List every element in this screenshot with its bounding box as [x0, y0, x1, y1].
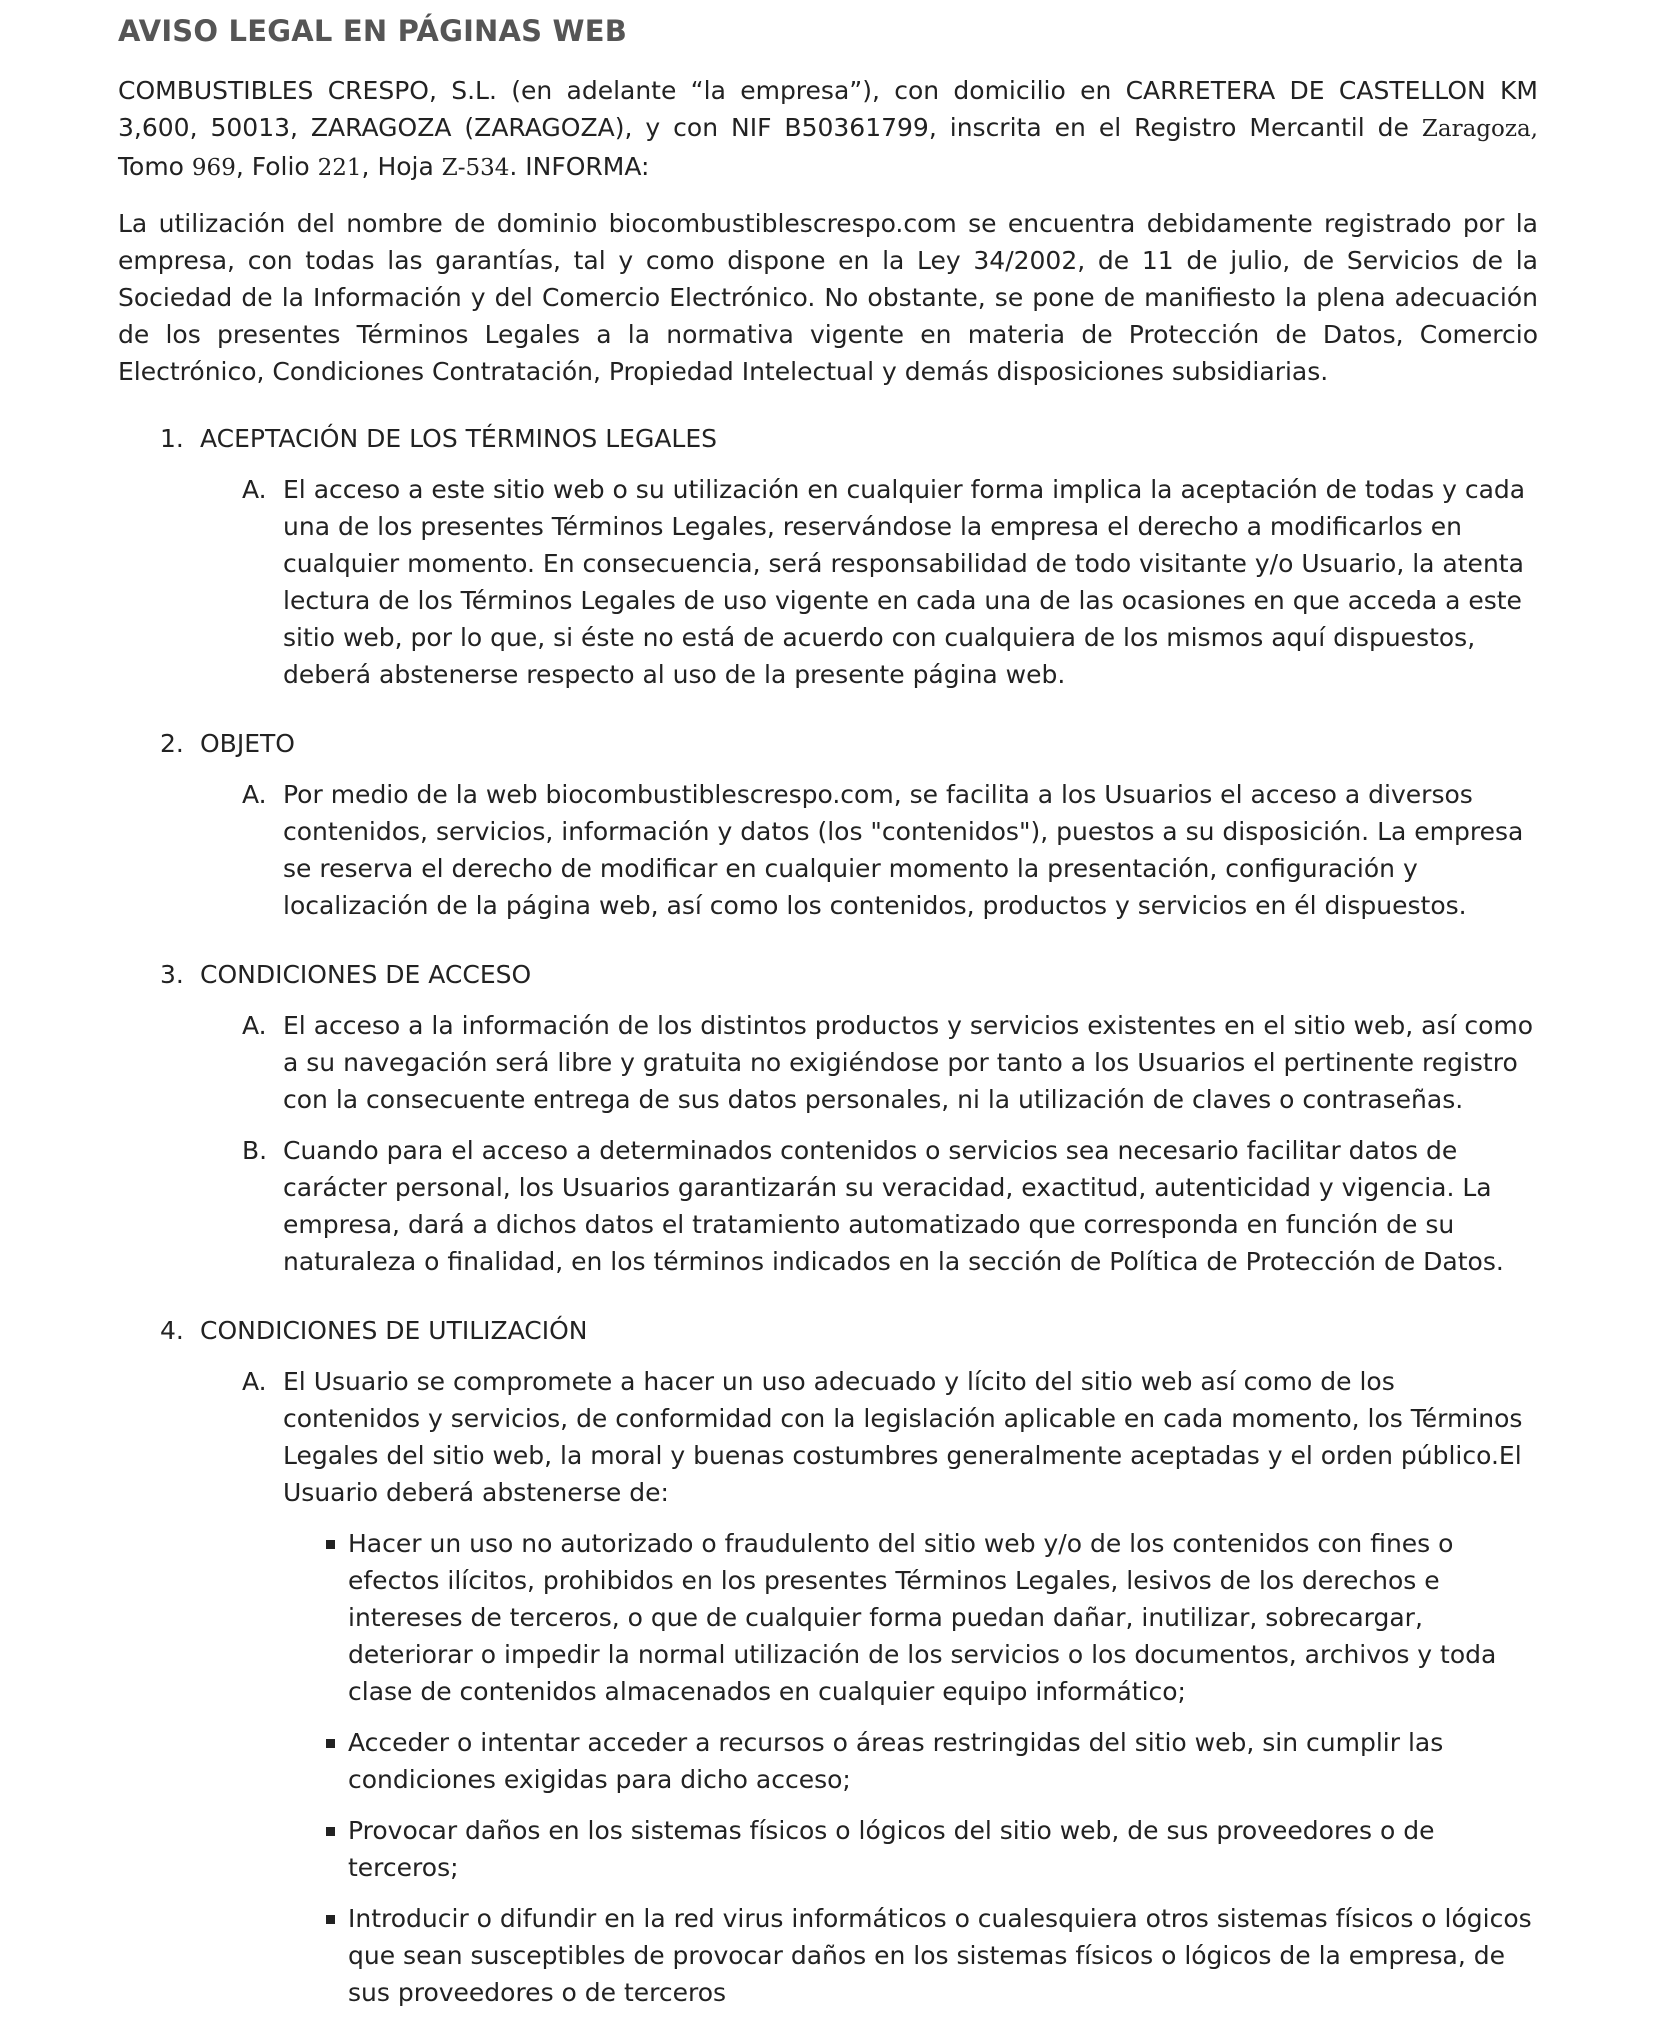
domain-intro-paragraph: La utilización del nombre de dominio biocombustiblescrespo.com se encuentra debidamente registrado por la empresa, con todas las garantías, tal y como dispone en la Ley 34/2002, de 11 de julio, de Servicios de la Sociedad de la Información y del Comercio Electrónico. No obstante, se pone de manifiesto la plena adecuación de los presentes Términos Legales a la normativa vigente en materia de Protección de Datos, Comercio Electrónico, Condiciones Contratación, Propiedad Intelectual y demás disposiciones subsidiarias. — [118, 209, 1538, 386]
registry-city: Zaragoza, — [1421, 116, 1538, 142]
section-number: 4. — [160, 1316, 184, 1345]
section-number: 1. — [160, 424, 184, 453]
section-objeto — [118, 725, 1538, 924]
clause-letter: B. — [242, 1136, 268, 1165]
section-title: ACEPTACIÓN DE LOS TÉRMINOS LEGALES — [200, 424, 718, 453]
clause-text: El acceso a la información de los distintos productos y servicios existentes en el sitio web, así como a su navegación será libre y gratuita no exigiéndose por tanto a los Usuarios el pertinente registro con la consecuente entrega de sus datos personales, ni la utilización de claves o contraseñas. — [283, 1011, 1534, 1114]
clause-letter: A. — [242, 1011, 267, 1040]
clause-text: El Usuario se compromete a hacer un uso adecuado y lícito del sitio web así como de los contenidos y servicios, de conformidad con la legislación aplicable en cada momento, los Términos Legales del sitio web, la moral y buenas costumbres generalmente aceptadas y el orden público.El Usuario deberá abstenerse de: — [283, 1367, 1523, 1507]
clause — [242, 1007, 1538, 1118]
informa-text: . INFORMA: — [509, 152, 650, 181]
clause — [242, 1132, 1538, 1280]
clause — [242, 1363, 1538, 1511]
list-item — [324, 1900, 1538, 2011]
list-item-text: Hacer un uso no autorizado o fraudulento del sitio web y/o de los contenidos con fines o efectos ilícitos, prohibidos en los presentes Términos Legales, lesivos de los derechos e intereses de terceros, o que de cualquier forma puedan dañar, inutilizar, sobrecargar, deteriorar o impedir la normal utilización de los servicios o los documentos, archivos y toda clase de contenidos almacenados en cualquier equipo informático; — [348, 1529, 1497, 1706]
list-item — [324, 1724, 1538, 1798]
square-bullet-icon — [324, 1724, 348, 1798]
section-heading — [160, 1312, 1538, 1349]
clause-text: Por medio de la web biocombustiblescrespo.com, se facilita a los Usuarios el acceso a diversos contenidos, servicios, información y datos (los "contenidos"), puestos a su disposición. La empresa se reserva el derecho de modificar en cualquier momento la presentación, configuración y localización de la página web, así como los contenidos, productos y servicios en él dispuestos. — [283, 780, 1524, 920]
square-bullet-icon — [324, 1525, 348, 1710]
section-number: 2. — [160, 729, 184, 758]
prohibitions-list — [324, 1525, 1538, 2011]
folio-label: , Folio — [235, 152, 318, 181]
tomo-label: Tomo — [118, 152, 192, 181]
hoja-value: Z-534 — [441, 155, 510, 181]
clause-letter: A. — [242, 780, 267, 809]
clause-letter: A. — [242, 1367, 267, 1396]
clause — [242, 471, 1538, 693]
clause-text: El acceso a este sitio web o su utilización en cualquier forma implica la aceptación de todas y cada una de los presentes Términos Legales, reservándose la empresa el derecho a modificarlos en cualquier momento. En consecuencia, será responsabilidad de todo visitante y/o Usuario, la atenta lectura de los Términos Legales de uso vigente en cada una de las ocasiones en que acceda a este sitio web, por lo que, si éste no está de acuerdo con cualquiera de los mismos aquí dispuestos, deberá abstenerse respecto al uso de la presente página web. — [283, 475, 1526, 689]
section-condiciones-acceso — [118, 956, 1538, 1280]
section-spacer — [118, 1294, 1538, 1312]
folio-value: 221 — [317, 155, 362, 181]
section-title: CONDICIONES DE ACCESO — [200, 960, 532, 989]
list-item — [324, 1812, 1538, 1886]
list-item-text: Introducir o difundir en la red virus informáticos o cualesquiera otros sistemas físicos o lógicos que sean susceptibles de provocar daños en los sistemas físicos o lógicos de la empresa, de sus proveedores o de terceros — [348, 1904, 1532, 2007]
section-title: CONDICIONES DE UTILIZACIÓN — [200, 1316, 588, 1345]
section-heading — [160, 725, 1538, 762]
section-heading — [160, 956, 1538, 993]
hoja-label: , Hoja — [361, 152, 442, 181]
section-number: 3. — [160, 960, 184, 989]
section-heading — [160, 420, 1538, 457]
company-intro-paragraph — [118, 72, 1538, 187]
clause-text: Cuando para el acceso a determinados contenidos o servicios sea necesario facilitar datos de carácter personal, los Usuarios garantizarán su veracidad, exactitud, autenticidad y vigencia. La empresa, dará a dichos datos el tratamiento automatizado que corresponda en función de su naturaleza o finalidad, en los términos indicados en la sección de Política de Protección de Datos. — [283, 1136, 1504, 1276]
section-aceptacion — [118, 420, 1538, 693]
square-bullet-icon — [324, 1900, 348, 2011]
intro-text: COMBUSTIBLES CRESPO, S.L. (en adelante “la empresa”), con domicilio en CARRETERA DE CASTELLON KM 3,600, 50013, ZARAGOZA (ZARAGOZA), y con NIF B50361799, inscrita en el Registro Mercantil de — [118, 76, 1538, 142]
section-spacer — [118, 938, 1538, 956]
document-page — [118, 10, 1538, 2025]
list-item-text: Acceder o intentar acceder a recursos o áreas restringidas del sitio web, sin cumplir las condiciones exigidas para dicho acceso; — [348, 1728, 1444, 1794]
list-item — [324, 1525, 1538, 1710]
clause — [242, 776, 1538, 924]
page-title: AVISO LEGAL EN PÁGINAS WEB — [118, 14, 628, 48]
list-item-text: Provocar daños en los sistemas físicos o lógicos del sitio web, de sus proveedores o de terceros; — [348, 1816, 1435, 1882]
tomo-value: 969 — [191, 155, 236, 181]
square-bullet-icon — [324, 1812, 348, 1886]
section-spacer — [118, 707, 1538, 725]
section-title: OBJETO — [200, 729, 295, 758]
section-condiciones-utilizacion — [118, 1312, 1538, 2011]
clause-letter: A. — [242, 475, 267, 504]
